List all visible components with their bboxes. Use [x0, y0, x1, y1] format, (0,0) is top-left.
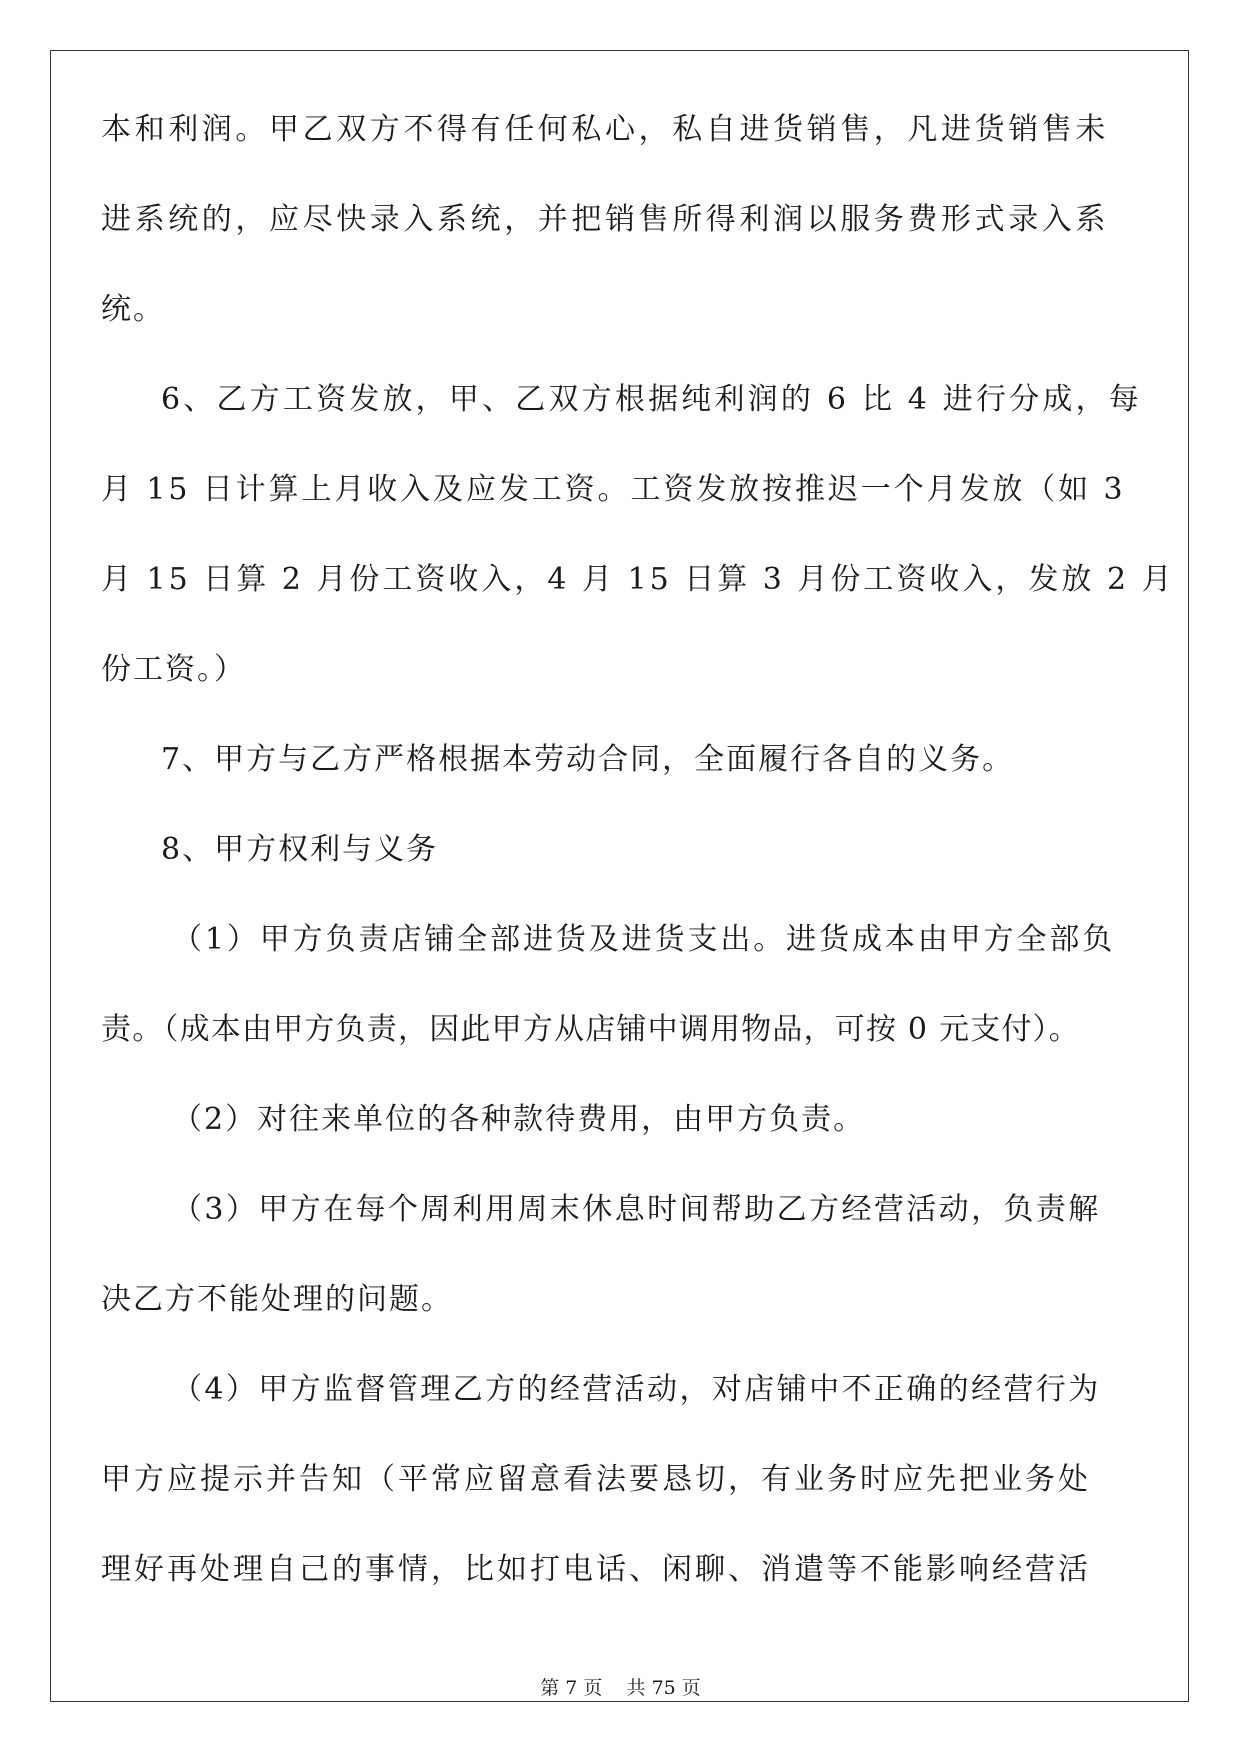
page-number-footer: 第 7 页 共 75 页 [540, 1677, 701, 1699]
text-line: 份工资。） [101, 652, 246, 687]
text-line: 月 15 日算 2 月份工资收入，4 月 15 日算 3 月份工资收入，发放 2 月 [101, 562, 1175, 597]
text-line: 8、甲方权利与义务 [161, 832, 439, 867]
text-line: 统。 [101, 292, 165, 327]
text-line: 月 15 日计算上月收入及应发工资。工资发放按推迟一个月发放（如 3 [101, 472, 1126, 507]
text-line: （2）对往来单位的各种款待费用，由甲方负责。 [172, 1102, 866, 1137]
text-line: 理好再处理自己的事情，比如打电话、闲聊、消遣等不能影响经营活 [101, 1552, 1091, 1587]
text-line: （4）甲方监督管理乙方的经营活动，对店铺中不正确的经营行为 [172, 1372, 1101, 1407]
text-line: 7、甲方与乙方严格根据本劳动合同，全面履行各自的义务。 [161, 742, 1015, 777]
text-line: （3）甲方在每个周利用周末休息时间帮助乙方经营活动，负责解 [172, 1192, 1101, 1227]
text-line: （1）甲方负责店铺全部进货及进货支出。进货成本由甲方全部负 [172, 922, 1116, 957]
text-line: 决乙方不能处理的问题。 [101, 1282, 453, 1317]
page-border [50, 50, 1189, 1702]
text-line: 6、乙方工资发放，甲、乙双方根据纯利润的 6 比 4 进行分成，每 [161, 382, 1143, 417]
text-line: 责。（成本由甲方负责，因此甲方从店铺中调用物品，可按 0 元支付）。 [101, 1012, 1080, 1047]
text-line: 进系统的，应尽快录入系统，并把销售所得利润以服务费形式录入系 [101, 202, 1109, 237]
text-line: 甲方应提示并告知（平常应留意看法要恳切，有业务时应先把业务处 [101, 1462, 1091, 1497]
text-line: 本和利润。甲乙双方不得有任何私心，私自进货销售，凡进货销售未 [101, 112, 1109, 147]
